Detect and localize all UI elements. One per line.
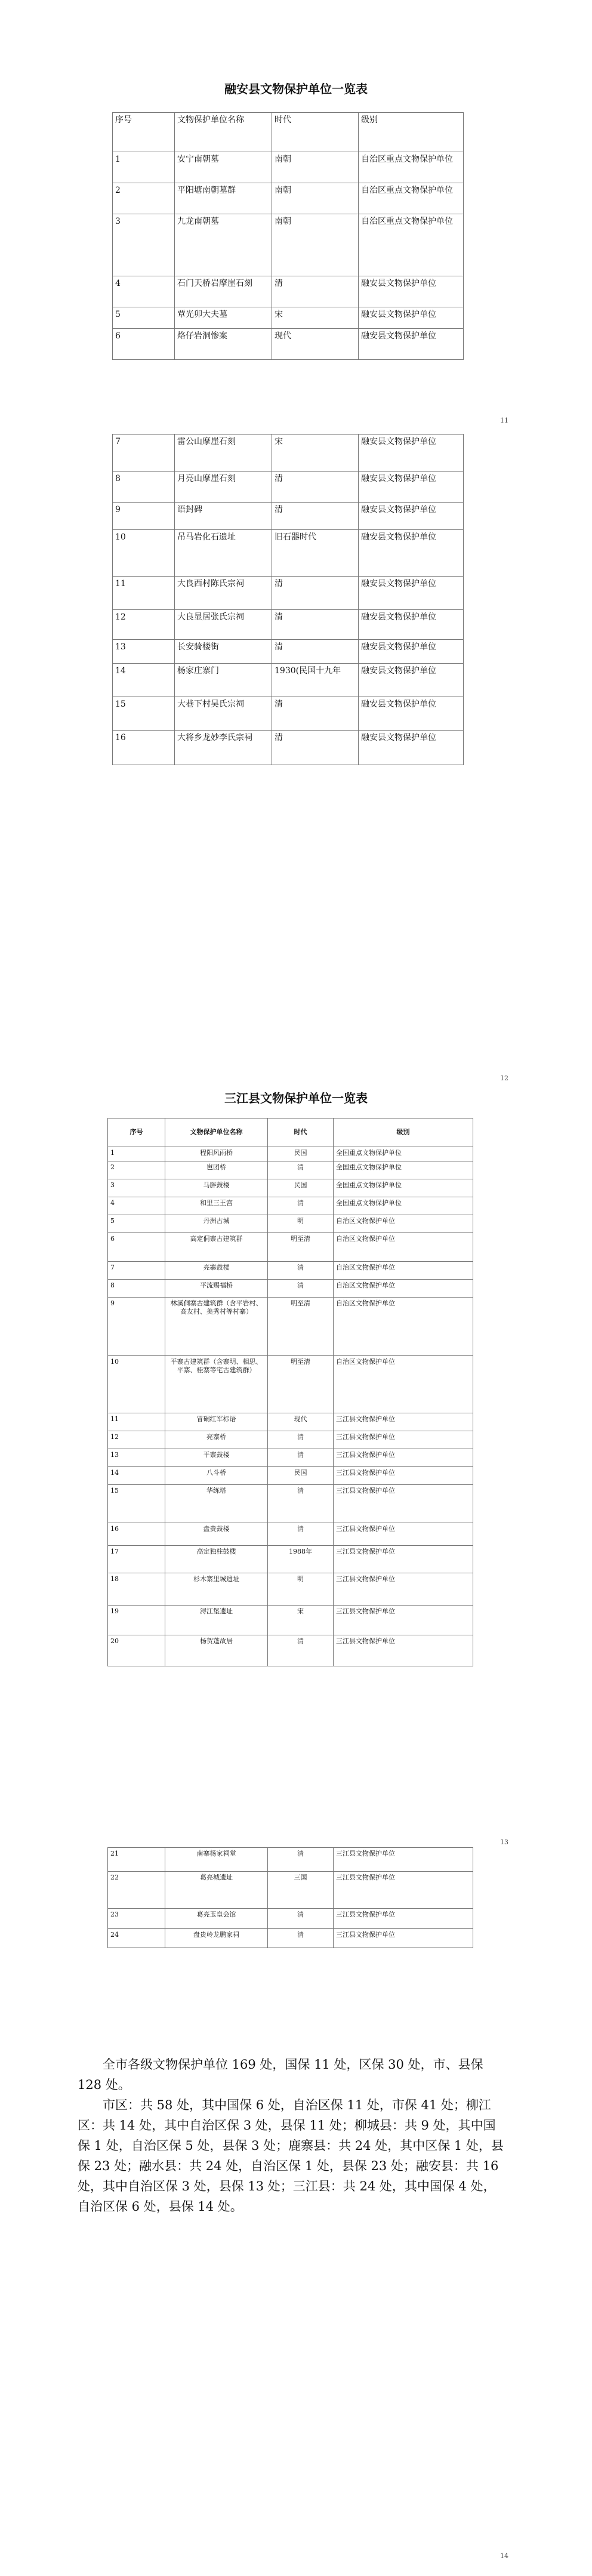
- cell-era: 宋: [268, 1606, 334, 1635]
- header-level: 级别: [359, 113, 464, 152]
- header-name: 文物保护单位名称: [175, 113, 272, 152]
- header-era: 时代: [268, 1118, 334, 1147]
- cell-era: 清: [272, 731, 359, 765]
- cell-era: 宋: [272, 307, 359, 329]
- cell-name: 八斗桥: [165, 1467, 268, 1485]
- table-row: [108, 1467, 473, 1485]
- cell-level: 三江县文物保护单位: [334, 1467, 473, 1485]
- cell-name: 杨贺蓬故居: [165, 1635, 268, 1666]
- cell-index: 15: [113, 697, 175, 731]
- cell-index: 8: [108, 1280, 165, 1298]
- cell-era: 明: [268, 1215, 334, 1233]
- cell-index: 6: [108, 1233, 165, 1262]
- cell-level: 三江县文物保护单位: [334, 1413, 473, 1431]
- cell-name: 平流赐福桥: [165, 1280, 268, 1298]
- cell-era: 明至清: [268, 1356, 334, 1413]
- table-row: [113, 435, 464, 472]
- cell-name: 大巷下村吴氏宗祠: [175, 697, 272, 731]
- cell-level: 三江县文物保护单位: [334, 1485, 473, 1523]
- cell-index: 16: [108, 1523, 165, 1546]
- table-row: [108, 1573, 473, 1606]
- cell-era: 清: [272, 640, 359, 664]
- cell-index: 2: [108, 1161, 165, 1179]
- cell-name: 华练塔: [165, 1485, 268, 1523]
- cell-level: 融安县文物保护单位: [359, 697, 464, 731]
- cell-level: 融安县文物保护单位: [359, 307, 464, 329]
- cell-index: 3: [108, 1179, 165, 1197]
- cell-era: 民国: [268, 1467, 334, 1485]
- cell-era: 宋: [272, 435, 359, 472]
- cell-index: 17: [108, 1546, 165, 1573]
- cell-name: 马胖鼓楼: [165, 1179, 268, 1197]
- cell-name: 葛亮城遗址: [165, 1872, 268, 1909]
- cell-era: 明至清: [268, 1298, 334, 1356]
- cell-level: 融安县文物保护单位: [359, 503, 464, 530]
- cell-level: 三江县文物保护单位: [334, 1449, 473, 1467]
- cell-index: 9: [113, 503, 175, 530]
- table-row: [108, 1179, 473, 1197]
- cell-era: 明至清: [268, 1233, 334, 1262]
- table-row: [113, 610, 464, 640]
- cell-level: 三江县文物保护单位: [334, 1573, 473, 1606]
- cell-level: 融安县文物保护单位: [359, 472, 464, 503]
- cell-level: 三江县文物保护单位: [334, 1546, 473, 1573]
- cell-level: 三江县文物保护单位: [334, 1909, 473, 1929]
- page-number: 14: [500, 2552, 508, 2560]
- rongan-table-title: 融安县文物保护单位一览表: [224, 82, 368, 96]
- cell-index: 1: [113, 152, 175, 183]
- cell-level: 全国重点文物保护单位: [334, 1179, 473, 1197]
- table-row: [113, 577, 464, 610]
- header-level: 级别: [334, 1118, 473, 1147]
- cell-era: 清: [272, 577, 359, 610]
- cell-index: 8: [113, 472, 175, 503]
- cell-level: 三江县文物保护单位: [334, 1872, 473, 1909]
- table-row: [108, 1431, 473, 1449]
- cell-level: 自治区文物保护单位: [334, 1262, 473, 1280]
- table-row: [108, 1161, 473, 1179]
- cell-level: 自治区文物保护单位: [334, 1233, 473, 1262]
- table-row: [108, 1449, 473, 1467]
- table-row: [108, 1546, 473, 1573]
- table-row: [108, 1413, 473, 1431]
- cell-index: 1: [108, 1147, 165, 1161]
- cell-era: 清: [268, 1262, 334, 1280]
- cell-level: 融安县文物保护单位: [359, 276, 464, 307]
- cell-index: 13: [108, 1449, 165, 1467]
- cell-name: 大良显居张氏宗祠: [175, 610, 272, 640]
- table-row: [108, 1872, 473, 1909]
- table-row: [113, 472, 464, 503]
- table-row: [108, 1606, 473, 1635]
- cell-era: 现代: [268, 1413, 334, 1431]
- cell-name: 盘贵岭龙鹏家祠: [165, 1929, 268, 1948]
- cell-era: 清: [268, 1523, 334, 1546]
- cell-level: 融安县文物保护单位: [359, 329, 464, 360]
- cell-name: 平寨古建筑群（含寨明、相思、平寨、桂寨等宅古建筑群）: [165, 1356, 268, 1413]
- cell-level: 三江县文物保护单位: [334, 1848, 473, 1872]
- cell-level: 三江县文物保护单位: [334, 1523, 473, 1546]
- summary-paragraph-breakdown: 市区：共 58 处，其中国保 6 处，自治区保 11 处，市保 41 处；柳江区：共 14 处，其中自治区保 3 处，县保 11 处；柳城县：共 9 处，其中国保 1 处，自治区保 5 处，县保 3 处；鹿寨县：共 24 处，其中区保 1 处，县保 23 处；融水县：共 24 处，自治区保 1 处，县保 23 处；融安县：共 16 处，其中自治区保 3 处，县保 13 处；三江县：共 24 处，其中国保 4 处，自治区保 6 处，县保 14 处。: [78, 2098, 504, 2214]
- cell-level: 融安县文物保护单位: [359, 664, 464, 697]
- cell-name: 盘贵鼓楼: [165, 1523, 268, 1546]
- cell-level: 三江县文物保护单位: [334, 1431, 473, 1449]
- sanjiang-table-body-continued: [108, 1848, 473, 1948]
- table-row: [113, 697, 464, 731]
- cell-level: 自治区重点文物保护单位: [359, 152, 464, 183]
- cell-name: 杉木寨里城遗址: [165, 1573, 268, 1606]
- cell-era: 清: [268, 1848, 334, 1872]
- cell-index: 7: [108, 1262, 165, 1280]
- cell-era: 清: [268, 1485, 334, 1523]
- cell-name: 覃光卯大夫墓: [175, 307, 272, 329]
- cell-index: 9: [108, 1298, 165, 1356]
- cell-level: 自治区文物保护单位: [334, 1215, 473, 1233]
- cell-name: 语封碑: [175, 503, 272, 530]
- cell-name: 亮寨桥: [165, 1431, 268, 1449]
- cell-index: 11: [108, 1413, 165, 1431]
- cell-era: 民国: [268, 1179, 334, 1197]
- cell-era: 明: [268, 1573, 334, 1606]
- cell-name: 九龙南朝墓: [175, 214, 272, 276]
- cell-name: 大良西村陈氏宗祠: [175, 577, 272, 610]
- cell-index: 21: [108, 1848, 165, 1872]
- table-row: [108, 1635, 473, 1666]
- rongan-table-body: [113, 152, 464, 360]
- summary-paragraph-total: 全市各级文物保护单位 169 处，国保 11 处，区保 30 处，市、县保 128 处。: [78, 2057, 483, 2092]
- cell-level: 自治区文物保护单位: [334, 1298, 473, 1356]
- cell-name: 安宁南朝墓: [175, 152, 272, 183]
- cell-index: 24: [108, 1929, 165, 1948]
- cell-name: 浔江堡遗址: [165, 1606, 268, 1635]
- table-row: [108, 1848, 473, 1872]
- table-row: [113, 503, 464, 530]
- cell-level: 融安县文物保护单位: [359, 435, 464, 472]
- cell-name: 高定侗寨古建筑群: [165, 1233, 268, 1262]
- cell-era: 现代: [272, 329, 359, 360]
- rongan-table-part2: [112, 434, 464, 765]
- table-row: [113, 640, 464, 664]
- cell-name: 长安骑楼街: [175, 640, 272, 664]
- cell-level: 融安县文物保护单位: [359, 577, 464, 610]
- cell-index: 11: [113, 577, 175, 610]
- cell-index: 19: [108, 1606, 165, 1635]
- cell-era: 清: [268, 1280, 334, 1298]
- cell-index: 4: [113, 276, 175, 307]
- cell-era: 清: [272, 610, 359, 640]
- cell-level: 融安县文物保护单位: [359, 530, 464, 577]
- cell-era: 清: [272, 697, 359, 731]
- cell-era: 1988年: [268, 1546, 334, 1573]
- cell-name: 冒硐红军标语: [165, 1413, 268, 1431]
- cell-era: 清: [268, 1161, 334, 1179]
- table-row: [113, 731, 464, 765]
- table-row: [113, 664, 464, 697]
- table-row: [108, 1909, 473, 1929]
- cell-era: 清: [268, 1197, 334, 1215]
- cell-index: 7: [113, 435, 175, 472]
- cell-name: 程阳风雨桥: [165, 1147, 268, 1161]
- table-row: [108, 1215, 473, 1233]
- cell-level: 融安县文物保护单位: [359, 731, 464, 765]
- cell-name: 南寨杨家祠堂: [165, 1848, 268, 1872]
- sanjiang-table-title: 三江县文物保护单位一览表: [224, 1091, 368, 1105]
- cell-level: 三江县文物保护单位: [334, 1635, 473, 1666]
- cell-name: 月亮山摩崖石刻: [175, 472, 272, 503]
- header-index: 序号: [113, 113, 175, 152]
- sanjiang-table-header: [108, 1118, 473, 1147]
- cell-index: 12: [108, 1431, 165, 1449]
- cell-era: 南朝: [272, 214, 359, 276]
- cell-index: 12: [113, 610, 175, 640]
- cell-index: 4: [108, 1197, 165, 1215]
- cell-era: 南朝: [272, 183, 359, 214]
- cell-era: 1930(民国十九年: [272, 664, 359, 697]
- cell-name: 雷公山摩崖石刻: [175, 435, 272, 472]
- cell-era: 南朝: [272, 152, 359, 183]
- cell-name: 杨家庄寨门: [175, 664, 272, 697]
- cell-era: 三国: [268, 1872, 334, 1909]
- cell-name: 大将乡龙妙李氏宗祠: [175, 731, 272, 765]
- table-row: [108, 1280, 473, 1298]
- cell-index: 5: [108, 1215, 165, 1233]
- cell-level: 全国重点文物保护单位: [334, 1197, 473, 1215]
- cell-era: 清: [272, 276, 359, 307]
- cell-name: 葛亮玉皇会馆: [165, 1909, 268, 1929]
- cell-index: 2: [113, 183, 175, 214]
- cell-name: 平寨鼓楼: [165, 1449, 268, 1467]
- cell-index: 23: [108, 1909, 165, 1929]
- header-name: 文物保护单位名称: [165, 1118, 268, 1147]
- cell-name: 石门天桥岩摩崖石刻: [175, 276, 272, 307]
- cell-index: 6: [113, 329, 175, 360]
- cell-name: 和里三王宫: [165, 1197, 268, 1215]
- sanjiang-table-part1: [107, 1118, 473, 1666]
- table-row: [113, 183, 464, 214]
- rongan-table-body-continued: [113, 435, 464, 765]
- sanjiang-table-body: [108, 1147, 473, 1666]
- cell-name: 平阳塘南朝墓群: [175, 183, 272, 214]
- cell-era: 清: [268, 1909, 334, 1929]
- cell-index: 15: [108, 1485, 165, 1523]
- cell-level: 自治区重点文物保护单位: [359, 214, 464, 276]
- cell-level: 三江县文物保护单位: [334, 1929, 473, 1948]
- cell-index: 10: [108, 1356, 165, 1413]
- table-row: [113, 214, 464, 276]
- cell-name: 丹洲古城: [165, 1215, 268, 1233]
- rongan-table-part1: [112, 112, 464, 360]
- table-row: [108, 1147, 473, 1161]
- cell-index: 20: [108, 1635, 165, 1666]
- cell-era: 清: [272, 472, 359, 503]
- table-row: [108, 1523, 473, 1546]
- table-row: [108, 1233, 473, 1262]
- table-row: [113, 152, 464, 183]
- cell-name: 岜团桥: [165, 1161, 268, 1179]
- page-number: 11: [500, 417, 508, 424]
- cell-name: 高定独柱鼓楼: [165, 1546, 268, 1573]
- cell-level: 自治区重点文物保护单位: [359, 183, 464, 214]
- cell-era: 旧石器时代: [272, 530, 359, 577]
- cell-index: 13: [113, 640, 175, 664]
- cell-level: 融安县文物保护单位: [359, 640, 464, 664]
- rongan-table-header: [113, 113, 464, 152]
- cell-name: 烙仔岩洞惨案: [175, 329, 272, 360]
- page-number: 12: [500, 1074, 508, 1082]
- cell-index: 3: [113, 214, 175, 276]
- table-row: [108, 1929, 473, 1948]
- cell-era: 清: [268, 1431, 334, 1449]
- table-row: [108, 1262, 473, 1280]
- header-era: 时代: [272, 113, 359, 152]
- cell-era: 清: [268, 1929, 334, 1948]
- header-index: 序号: [108, 1118, 165, 1147]
- cell-level: 自治区文物保护单位: [334, 1280, 473, 1298]
- cell-level: 全国重点文物保护单位: [334, 1161, 473, 1179]
- cell-index: 22: [108, 1872, 165, 1909]
- table-row: [113, 307, 464, 329]
- cell-era: 民国: [268, 1147, 334, 1161]
- cell-index: 10: [113, 530, 175, 577]
- page-number: 13: [500, 1838, 508, 1846]
- cell-index: 14: [113, 664, 175, 697]
- sanjiang-table-part2: [107, 1847, 473, 1948]
- table-row: [113, 530, 464, 577]
- cell-name: 亮寨鼓楼: [165, 1262, 268, 1280]
- cell-index: 5: [113, 307, 175, 329]
- cell-index: 18: [108, 1573, 165, 1606]
- cell-era: 清: [268, 1635, 334, 1666]
- table-row: [113, 276, 464, 307]
- cell-index: 16: [113, 731, 175, 765]
- cell-era: 清: [272, 503, 359, 530]
- summary-text: [78, 2054, 507, 2217]
- cell-era: 清: [268, 1449, 334, 1467]
- table-row: [108, 1197, 473, 1215]
- table-row: [108, 1485, 473, 1523]
- cell-index: 14: [108, 1467, 165, 1485]
- cell-name: 林溪侗寨古建筑群（含平岩村、高友村、美秀村等村寨）: [165, 1298, 268, 1356]
- cell-level: 三江县文物保护单位: [334, 1606, 473, 1635]
- cell-name: 吊马岩化石遗址: [175, 530, 272, 577]
- cell-level: 融安县文物保护单位: [359, 610, 464, 640]
- table-row: [108, 1298, 473, 1356]
- cell-level: 自治区文物保护单位: [334, 1356, 473, 1413]
- table-row: [108, 1356, 473, 1413]
- cell-level: 全国重点文物保护单位: [334, 1147, 473, 1161]
- table-row: [113, 329, 464, 360]
